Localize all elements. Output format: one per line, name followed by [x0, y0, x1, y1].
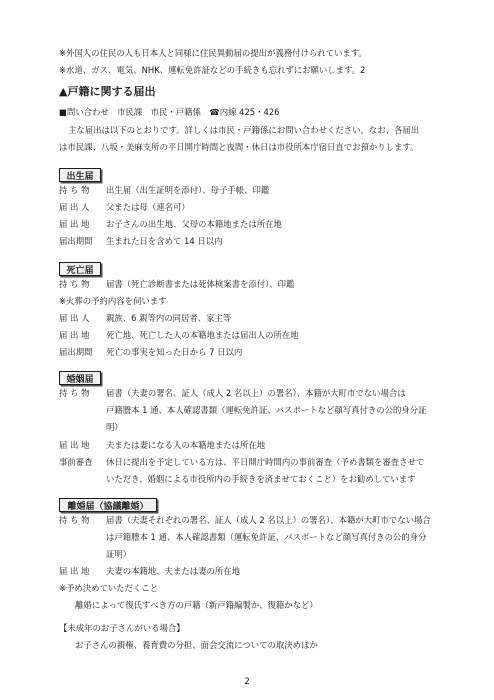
death-period-label: 届出期間	[59, 347, 93, 357]
minors-heading: 【未成年のお子さんがいる場合】	[59, 623, 185, 633]
marriage-item-line-3: 明）	[106, 422, 123, 432]
marriage-place-value: 夫または妻になる人の本籍地または所在地	[106, 440, 266, 450]
birth-item-label: 持 ち 物	[59, 185, 90, 195]
death-period-value: 死亡の事実を知った日から 7 日以内	[106, 347, 243, 357]
death-item-value: 届書（死亡診断書または死体検案書を添付）、印鑑	[106, 279, 295, 289]
page-number: 2	[244, 677, 250, 687]
birth-notifier-value: 父または母（連名可）	[106, 202, 190, 212]
section-title: ▲戸籍に関する届出	[59, 85, 156, 98]
divorce-item-label: 持 ち 物	[59, 515, 90, 525]
marriage-review-label: 事前審査	[59, 457, 93, 467]
birth-item-value: 出生届（出生証明を添付）、母子手帳、印鑑	[106, 185, 270, 195]
contact-info: ■問い合わせ 市民課 市民・戸籍係 ☎内線 425・426	[59, 107, 280, 117]
description-line-2: は市民課、八坂・美麻支所の平日開庁時間と夜間・休日は市役所本庁宿日直でお預かりします。	[59, 142, 419, 152]
minors-detail: お子さんの親権、養育費の分担、面会交流についての取決めほか	[75, 640, 318, 650]
death-item-label: 持 ち 物	[59, 279, 90, 289]
intro-note-foreign-residents: ※外国人の住民の人も日本人と同様に住民異動届の提出が義務付けられています。	[59, 48, 367, 58]
death-place-label: 届 出 地	[59, 330, 90, 340]
divorce-prearrange-note: ※予め決めていただくこと	[59, 583, 159, 593]
birth-place-value: お子さんの出生地、父母の本籍地または所在地	[106, 219, 282, 229]
death-notifier-label: 届 出 人	[59, 313, 90, 323]
birth-period-label: 届出期間	[59, 236, 93, 246]
divorce-prearrange-detail: 離婚によって復氏すべき方の戸籍（新戸籍編製か、復籍かなど）	[75, 600, 318, 610]
marriage-heading: 婚姻届	[59, 371, 101, 385]
marriage-review-line-1: 休日に提出を予定している方は、平日開庁時間内の事前審査（予め書類を審査させて	[106, 457, 425, 467]
death-cremation-note: ※火葬の予約内容を伺います	[59, 296, 167, 306]
birth-period-value: 生まれた日を含めて 14 日以内	[106, 236, 223, 246]
divorce-place-value: 夫妻の本籍地、夫または妻の所在地	[106, 566, 240, 576]
marriage-item-line-1: 届書（夫妻の署名、証人（成人 2 名以上）の署名）、本籍が大町市でない場合は	[106, 388, 406, 398]
birth-place-label: 届 出 地	[59, 219, 90, 229]
divorce-item-line-3: 証明）	[106, 549, 132, 559]
divorce-item-line-2: は戸籍謄本 1 通、本人確認書類（運転免許証、パスポートなど顔写真付きの公的身分	[106, 532, 427, 542]
marriage-item-line-2: 戸籍謄本 1 通、本人確認書類（運転免許証、パスポートなど顔写真付きの公的身分証	[106, 405, 427, 415]
marriage-item-label: 持 ち 物	[59, 388, 90, 398]
birth-heading: 出生届	[59, 168, 101, 182]
description-line-1: 主な届出は以下のとおりです。詳しくは市民・戸籍係にお問い合わせください。なお、各届出	[68, 125, 420, 135]
marriage-place-label: 届 出 地	[59, 440, 90, 450]
intro-note-utilities: ※水道、ガス、電気、NHK、運転免許証などの手続きも忘れずにお願いします。2	[59, 65, 366, 75]
birth-notifier-label: 届 出 人	[59, 202, 90, 212]
death-heading: 死亡届	[59, 262, 101, 276]
divorce-heading: 離婚届（協議離婚）	[59, 498, 157, 512]
divorce-place-label: 届 出 地	[59, 566, 90, 576]
death-place-value: 死亡地、死亡した人の本籍地または届出人の所在地	[106, 330, 299, 340]
marriage-review-line-2: いただき、婚姻による市役所内の手続きを済ませておくこと）をお勧めしています	[106, 474, 416, 484]
death-notifier-value: 親族、6 親等内の同居者、家主等	[106, 313, 232, 323]
divorce-item-line-1: 届書（夫妻それぞれの署名、証人（成人 2 名以上）の署名）、本籍が大町市でない場合	[106, 515, 431, 525]
